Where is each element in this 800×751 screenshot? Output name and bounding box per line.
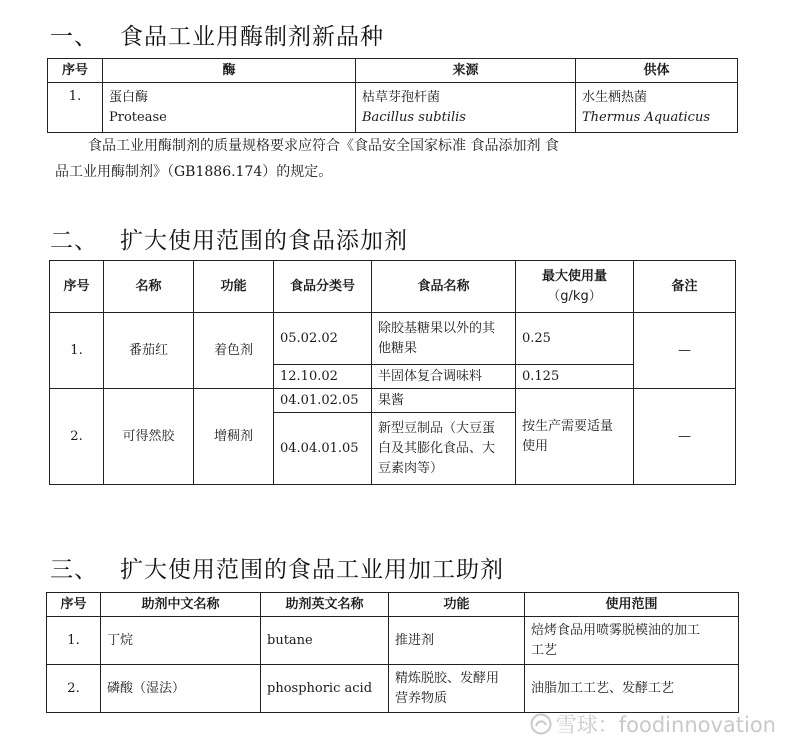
enzyme-en: Protease bbox=[109, 109, 167, 125]
header-no: 序号 bbox=[50, 261, 104, 313]
section3-number: 三、 bbox=[50, 557, 98, 583]
aid-en-name: butane bbox=[261, 617, 389, 665]
aid-function: 推进剂 bbox=[389, 617, 525, 665]
section1-title: 食品工业用酶制剂新品种 bbox=[120, 24, 384, 50]
category-code: 04.04.01.05 bbox=[274, 413, 372, 485]
section3-title: 扩大使用范围的食品工业用加工助剂 bbox=[120, 557, 504, 583]
table-row bbox=[50, 389, 736, 413]
header-food-name: 食品名称 bbox=[372, 261, 516, 313]
max-usage bbox=[516, 389, 634, 485]
category-code: 04.01.02.05 bbox=[274, 389, 372, 413]
row-no: 2. bbox=[47, 665, 101, 713]
header-no: 序号 bbox=[48, 59, 103, 83]
max-usage-line1: 按生产需要适量 bbox=[522, 418, 614, 434]
aid-scope: 油脂加工工艺、发酵工艺 bbox=[525, 665, 739, 713]
section2-number: 二、 bbox=[50, 228, 98, 254]
source-cell bbox=[356, 83, 576, 133]
section3-heading bbox=[50, 551, 504, 584]
watermark bbox=[530, 709, 776, 739]
donor-en: Thermus Aquaticus bbox=[582, 109, 710, 125]
row-no: 1. bbox=[50, 313, 104, 389]
row-no: 1. bbox=[47, 617, 101, 665]
aid-function-line2: 营养物质 bbox=[395, 690, 448, 706]
aid-scope bbox=[525, 617, 739, 665]
food-name-line2: 他糖果 bbox=[378, 340, 418, 356]
enzyme-cell bbox=[103, 83, 356, 133]
source-en: Bacillus subtilis bbox=[362, 109, 466, 125]
enzyme-note-line1: 食品工业用酶制剂的质量规格要求应符合《食品安全国家标准 食品添加剂 食 bbox=[88, 138, 559, 154]
donor-cn: 水生栖热菌 bbox=[582, 89, 648, 105]
food-name-line2: 白及其膨化食品、大 bbox=[378, 440, 496, 456]
aid-cn-name: 丁烷 bbox=[101, 617, 261, 665]
remark: — bbox=[634, 313, 736, 389]
processing-aid-table bbox=[46, 592, 739, 713]
source-cn: 枯草芽孢杆菌 bbox=[362, 89, 441, 105]
aid-function-line1: 精炼脱胶、发酵用 bbox=[395, 670, 500, 686]
header-scope: 使用范围 bbox=[525, 593, 739, 617]
max-usage: 0.25 bbox=[516, 313, 634, 365]
category-code: 12.10.02 bbox=[274, 365, 372, 389]
food-name: 半固体复合调味料 bbox=[372, 365, 516, 389]
header-en-name: 助剂英文名称 bbox=[261, 593, 389, 617]
header-function: 功能 bbox=[389, 593, 525, 617]
aid-en-name: phosphoric acid bbox=[261, 665, 389, 713]
header-cn-name: 助剂中文名称 bbox=[101, 593, 261, 617]
table-row bbox=[47, 617, 739, 665]
aid-scope-line2: 工艺 bbox=[531, 642, 558, 658]
remark: — bbox=[634, 389, 736, 485]
xueqiu-logo-icon bbox=[530, 713, 552, 735]
row-no: 2. bbox=[50, 389, 104, 485]
header-no: 序号 bbox=[47, 593, 101, 617]
watermark-text: 雪球：foodinnovation bbox=[555, 713, 776, 737]
food-name bbox=[372, 413, 516, 485]
additive-function: 增稠剂 bbox=[194, 389, 274, 485]
section1-number: 一、 bbox=[50, 24, 98, 50]
table-row bbox=[47, 665, 739, 713]
food-name-line1: 新型豆制品（大豆蛋 bbox=[378, 420, 496, 436]
enzyme-cn: 蛋白酶 bbox=[109, 89, 149, 105]
food-name-line1: 除胶基糖果以外的其 bbox=[378, 320, 496, 336]
header-remark: 备注 bbox=[634, 261, 736, 313]
max-usage-label: 最大使用量 bbox=[541, 268, 607, 284]
header-donor: 供体 bbox=[576, 59, 738, 83]
header-max-usage bbox=[516, 261, 634, 313]
additive-name: 番茄红 bbox=[104, 313, 194, 389]
table-row bbox=[48, 83, 738, 133]
aid-function bbox=[389, 665, 525, 713]
header-enzyme: 酶 bbox=[103, 59, 356, 83]
enzyme-table bbox=[47, 58, 738, 133]
section1-heading bbox=[50, 18, 384, 51]
additive-function: 着色剂 bbox=[194, 313, 274, 389]
section2-heading bbox=[50, 222, 408, 255]
header-source: 来源 bbox=[356, 59, 576, 83]
additive-table bbox=[49, 260, 736, 485]
enzyme-note-line2: 品工业用酶制剂》（GB1886.174）的规定。 bbox=[55, 164, 333, 180]
enzyme-note bbox=[55, 133, 675, 185]
food-name-line3: 豆素肉等） bbox=[378, 460, 444, 476]
table-row bbox=[50, 313, 736, 365]
food-name bbox=[372, 313, 516, 365]
aid-cn-name: 磷酸（湿法） bbox=[101, 665, 261, 713]
header-name: 名称 bbox=[104, 261, 194, 313]
max-usage-unit: （g/kg） bbox=[547, 288, 602, 304]
header-category-code: 食品分类号 bbox=[274, 261, 372, 313]
additive-name: 可得然胶 bbox=[104, 389, 194, 485]
section2-title: 扩大使用范围的食品添加剂 bbox=[120, 228, 408, 254]
donor-cell bbox=[576, 83, 738, 133]
row-no: 1. bbox=[48, 83, 103, 133]
max-usage: 0.125 bbox=[516, 365, 634, 389]
food-name: 果酱 bbox=[372, 389, 516, 413]
aid-scope-line1: 焙烤食品用喷雾脱模油的加工 bbox=[531, 622, 701, 638]
header-function: 功能 bbox=[194, 261, 274, 313]
max-usage-line2: 使用 bbox=[522, 438, 549, 454]
category-code: 05.02.02 bbox=[274, 313, 372, 365]
